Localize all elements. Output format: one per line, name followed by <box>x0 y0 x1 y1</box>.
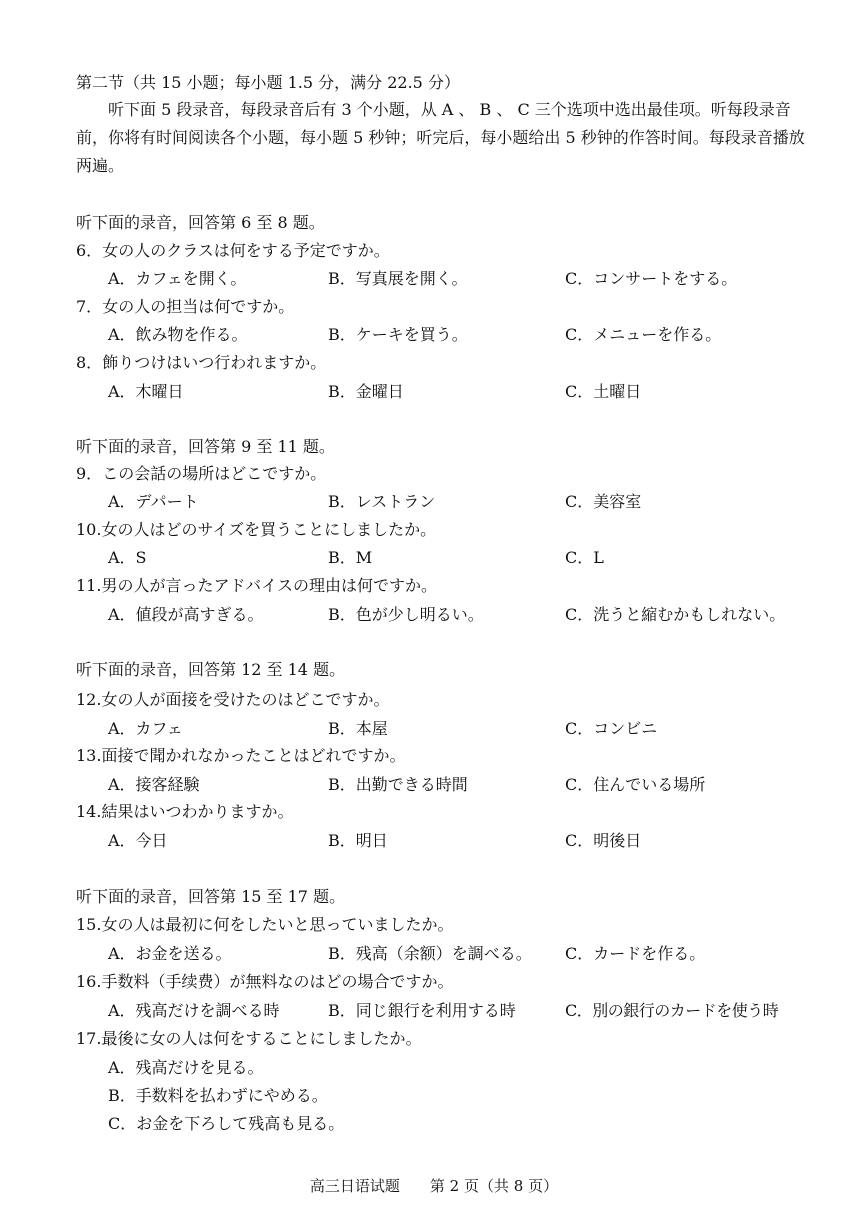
option-b: B．残高（余额）を調べる。 <box>328 944 532 963</box>
question-8 <box>76 350 326 373</box>
option-c: C．お金を下ろして残高も見る。 <box>108 1114 345 1133</box>
question-text: この会話の場所はどこですか。 <box>102 464 327 483</box>
option-a: A．カフェ <box>108 719 183 738</box>
question-text: 女の人が面接を受けたのはどこですか。 <box>101 690 390 709</box>
option-a: A．お金を送る。 <box>108 944 232 963</box>
question-number: 8． <box>76 353 103 372</box>
option-c: C．メニューを作る。 <box>565 325 722 344</box>
option-b: B．色が少し明るい。 <box>328 605 484 624</box>
question-6 <box>76 238 390 261</box>
question-text: 女の人は最初に何をしたいと思っていましたか。 <box>101 915 454 934</box>
option-b: B．手数料を払わずにやめる。 <box>108 1086 328 1105</box>
question-number: 12. <box>76 690 102 709</box>
option-c: C．住んでいる場所 <box>565 775 706 794</box>
option-a: A．残高だけを見る。 <box>108 1058 264 1077</box>
group-header: 听下面的录音，回答第 9 至 11 题。 <box>76 437 335 456</box>
question-13 <box>76 743 405 766</box>
question-number: 17. <box>76 1029 102 1048</box>
option-a: A．デパート <box>108 492 199 511</box>
option-a: A．S <box>108 548 147 567</box>
section-title: 第二节（共 15 小题；每小题 1.5 分，满分 22.5 分） <box>76 73 460 92</box>
option-a: A．接客経験 <box>108 775 200 794</box>
question-text: 女の人の担当は何ですか。 <box>102 297 295 316</box>
question-number: 13. <box>76 746 102 765</box>
question-number: 9． <box>76 464 103 483</box>
question-number: 6． <box>76 241 103 260</box>
question-number: 15. <box>76 915 102 934</box>
question-number: 16. <box>76 972 102 991</box>
option-b: B．出勤できる時間 <box>328 775 468 794</box>
question-number: 10. <box>76 520 102 539</box>
question-number: 7． <box>76 297 103 316</box>
option-b: B．明日 <box>328 831 388 850</box>
option-c: C．美容室 <box>565 492 642 511</box>
option-b: B．ケーキを買う。 <box>328 325 468 344</box>
option-c: C．別の銀行のカードを使う時 <box>565 1001 779 1020</box>
option-a: A．残高だけを調べる時 <box>108 1001 280 1020</box>
group-header: 听下面的录音，回答第 12 至 14 题。 <box>76 660 346 679</box>
option-b: B．本屋 <box>328 719 388 738</box>
question-11 <box>76 573 437 596</box>
option-a: A．値段が高すぎる。 <box>108 605 264 624</box>
option-a: A．飲み物を作る。 <box>108 325 248 344</box>
option-b: B．写真展を開く。 <box>328 269 468 288</box>
option-a: A．今日 <box>108 831 168 850</box>
question-text: 面接で聞かれなかったことはどれですか。 <box>101 746 406 765</box>
question-number: 11. <box>76 576 102 595</box>
page-footer: 高三日语试题 第 2 页（共 8 页） <box>309 1177 559 1195</box>
question-7 <box>76 294 294 317</box>
question-15 <box>76 912 453 935</box>
option-a: A．カフェを開く。 <box>108 269 247 288</box>
option-b: B．M <box>328 548 373 567</box>
section-instructions: 听下面 5 段录音，每段录音后有 3 个小题，从 A 、 B 、 C 三个选项中选出最佳项。听每段录音前，你将有时间阅读各个小题，每小题 5 秒钟；听完后，每小题给出 5 秒钟的作答时间。每段录音播放两遍。 <box>76 100 805 175</box>
option-b: B．同じ銀行を利用する時 <box>328 1001 516 1020</box>
option-c: C．カードを作る。 <box>565 944 706 963</box>
question-text: 最後に女の人は何をすることにしましたか。 <box>101 1029 422 1048</box>
question-text: 女の人のクラスは何をする予定ですか。 <box>102 241 390 260</box>
option-c: C．明後日 <box>565 831 642 850</box>
question-17 <box>76 1026 421 1049</box>
question-text: 手数料（手续费）が無料なのはどの場合ですか。 <box>101 972 454 991</box>
question-16 <box>76 969 453 992</box>
option-c: C．コンビニ <box>565 719 658 738</box>
question-number: 14. <box>76 802 102 821</box>
option-b: B．金曜日 <box>328 382 404 401</box>
option-c: C．L <box>565 548 604 567</box>
question-14 <box>76 799 293 822</box>
option-c: C．土曜日 <box>565 382 642 401</box>
option-a: A．木曜日 <box>108 382 184 401</box>
option-c: C．コンサートをする。 <box>565 269 738 288</box>
group-header: 听下面的录音，回答第 6 至 8 题。 <box>76 213 325 232</box>
option-b: B．レストラン <box>328 492 436 511</box>
question-9 <box>76 461 326 484</box>
question-text: 女の人はどのサイズを買うことにしましたか。 <box>101 520 437 539</box>
question-10 <box>76 517 436 540</box>
question-text: 結果はいつわかりますか。 <box>101 802 294 821</box>
question-text: 男の人が言ったアドバイスの理由は何ですか。 <box>101 576 437 595</box>
question-12 <box>76 687 389 710</box>
group-header: 听下面的录音，回答第 15 至 17 题。 <box>76 887 346 906</box>
question-text: 飾りつけはいつ行われますか。 <box>102 353 327 372</box>
option-c: C．洗うと縮むかもしれない。 <box>565 605 786 624</box>
